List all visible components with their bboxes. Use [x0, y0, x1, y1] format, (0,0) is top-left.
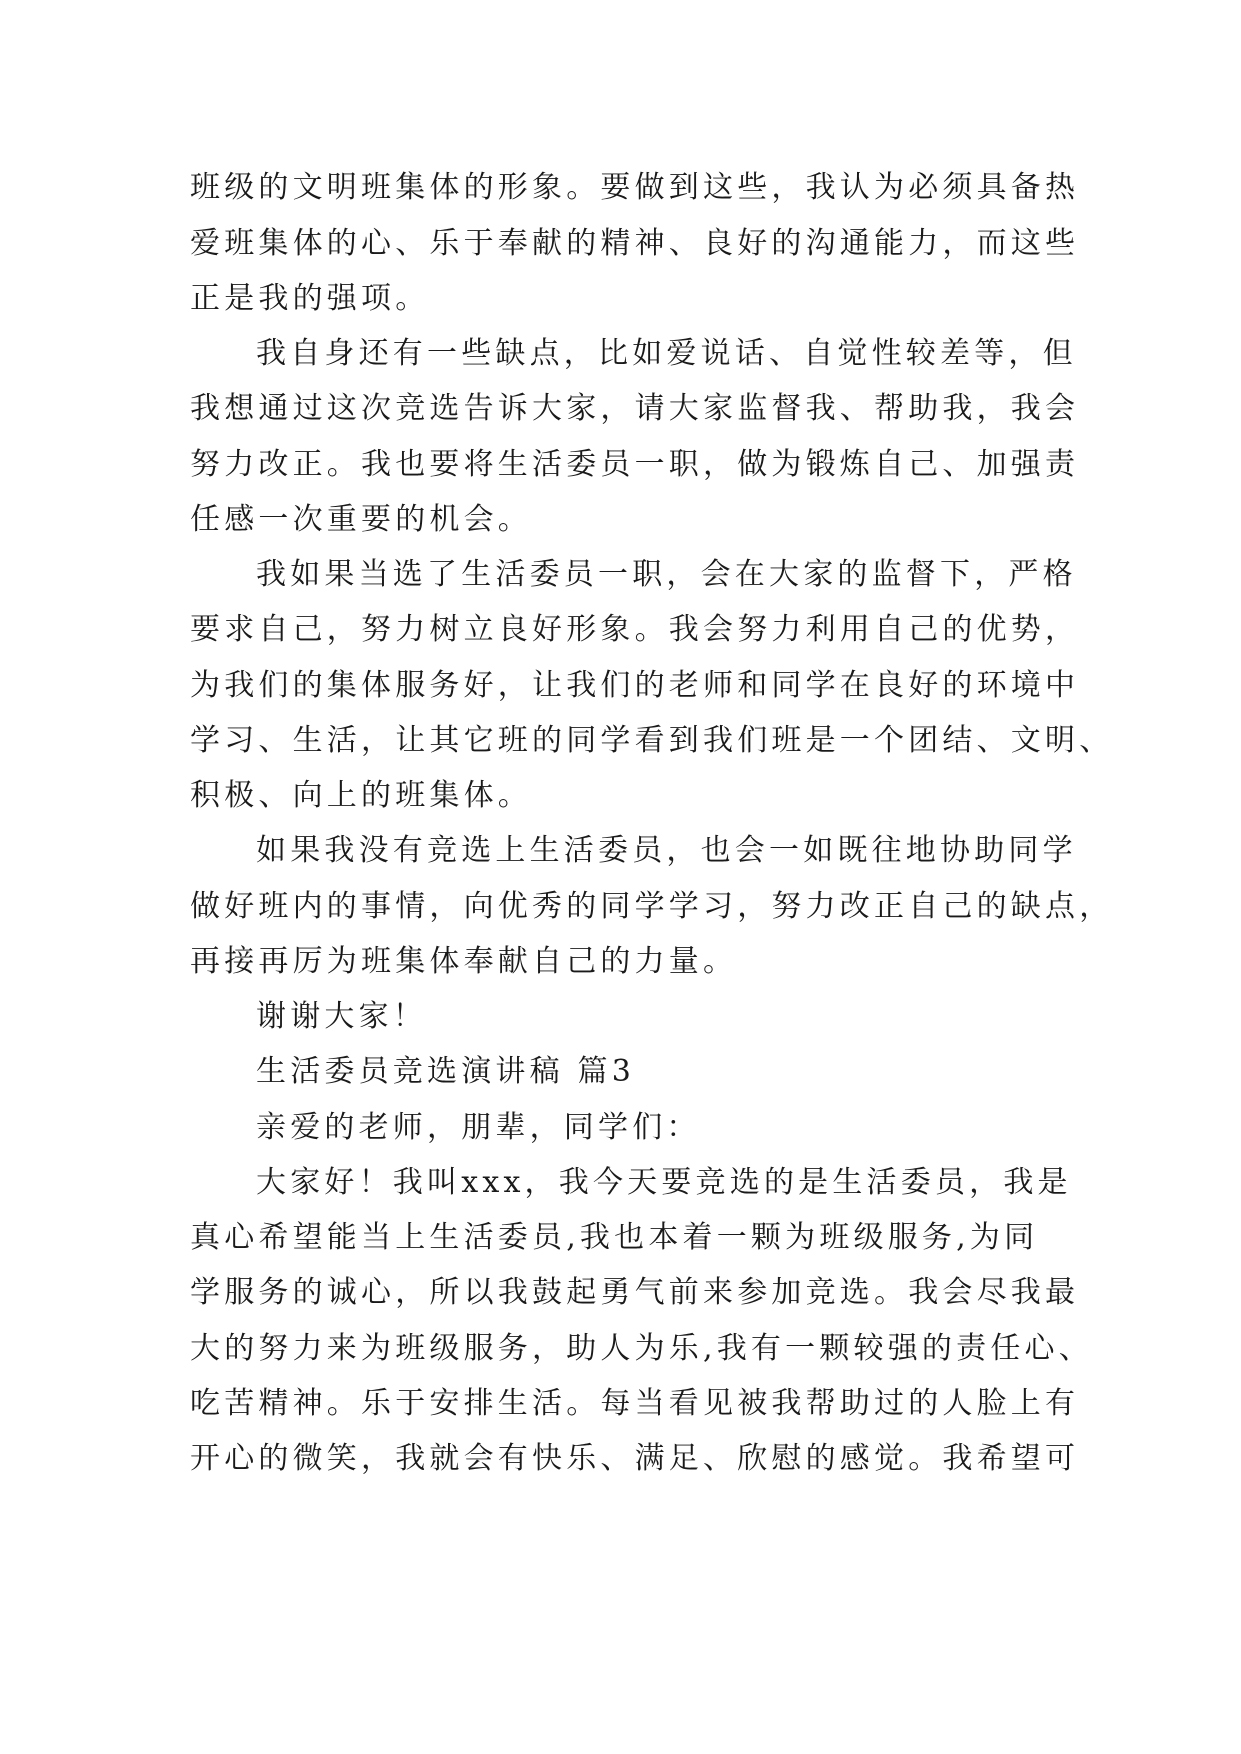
text-line: 亲爱的老师，朋辈，同学们： — [256, 1110, 701, 1145]
text-line: 学服务的诚心，所以我鼓起勇气前来参加竞选。我会尽我最 — [190, 1275, 1080, 1310]
text-line: 开心的微笑，我就会有快乐、满足、欣慰的感觉。我希望可 — [190, 1441, 1080, 1476]
text-line: 要求自己，努力树立良好形象。我会努力利用自己的优势， — [190, 612, 1080, 647]
text-line: 做好班内的事情，向优秀的同学学习，努力改正自己的缺点， — [190, 889, 1114, 924]
text-line: 我想通过这次竞选告诉大家，请大家监督我、帮助我，我会 — [190, 391, 1080, 426]
text-line: 我如果当选了生活委员一职，会在大家的监督下，严格 — [256, 557, 1077, 592]
text-line: 正是我的强项。 — [190, 281, 430, 316]
text-line: 我自身还有一些缺点，比如爱说话、自觉性较差等，但 — [256, 336, 1077, 371]
section-heading: 生活委员竞选演讲稿 篇3 — [256, 1054, 636, 1089]
text-line: 如果我没有竞选上生活委员，也会一如既往地协助同学 — [256, 833, 1077, 868]
text-line: 班级的文明班集体的形象。要做到这些，我认为必须具备热 — [190, 170, 1080, 205]
text-line: 大家好！我叫xxx，我今天要竞选的是生活委员，我是 — [256, 1165, 1072, 1200]
text-line: 再接再厉为班集体奉献自己的力量。 — [190, 944, 738, 979]
text-line: 任感一次重要的机会。 — [190, 502, 532, 537]
text-line: 努力改正。我也要将生活委员一职，做为锻炼自己、加强责 — [190, 447, 1080, 482]
text-line: 学习、生活，让其它班的同学看到我们班是一个团结、文明、 — [190, 723, 1114, 758]
text-line: 大的努力来为班级服务，助人为乐,我有一颗较强的责任心、 — [190, 1331, 1093, 1366]
text-line: 谢谢大家！ — [256, 999, 427, 1034]
text-line: 真心希望能当上生活委员,我也本着一颗为班级服务,为同 — [190, 1220, 1039, 1255]
text-line: 为我们的集体服务好，让我们的老师和同学在良好的环境中 — [190, 668, 1080, 703]
text-line: 爱班集体的心、乐于奉献的精神、良好的沟通能力，而这些 — [190, 226, 1080, 261]
text-line: 积极、向上的班集体。 — [190, 778, 532, 813]
text-line: 吃苦精神。乐于安排生活。每当看见被我帮助过的人脸上有 — [190, 1386, 1080, 1421]
